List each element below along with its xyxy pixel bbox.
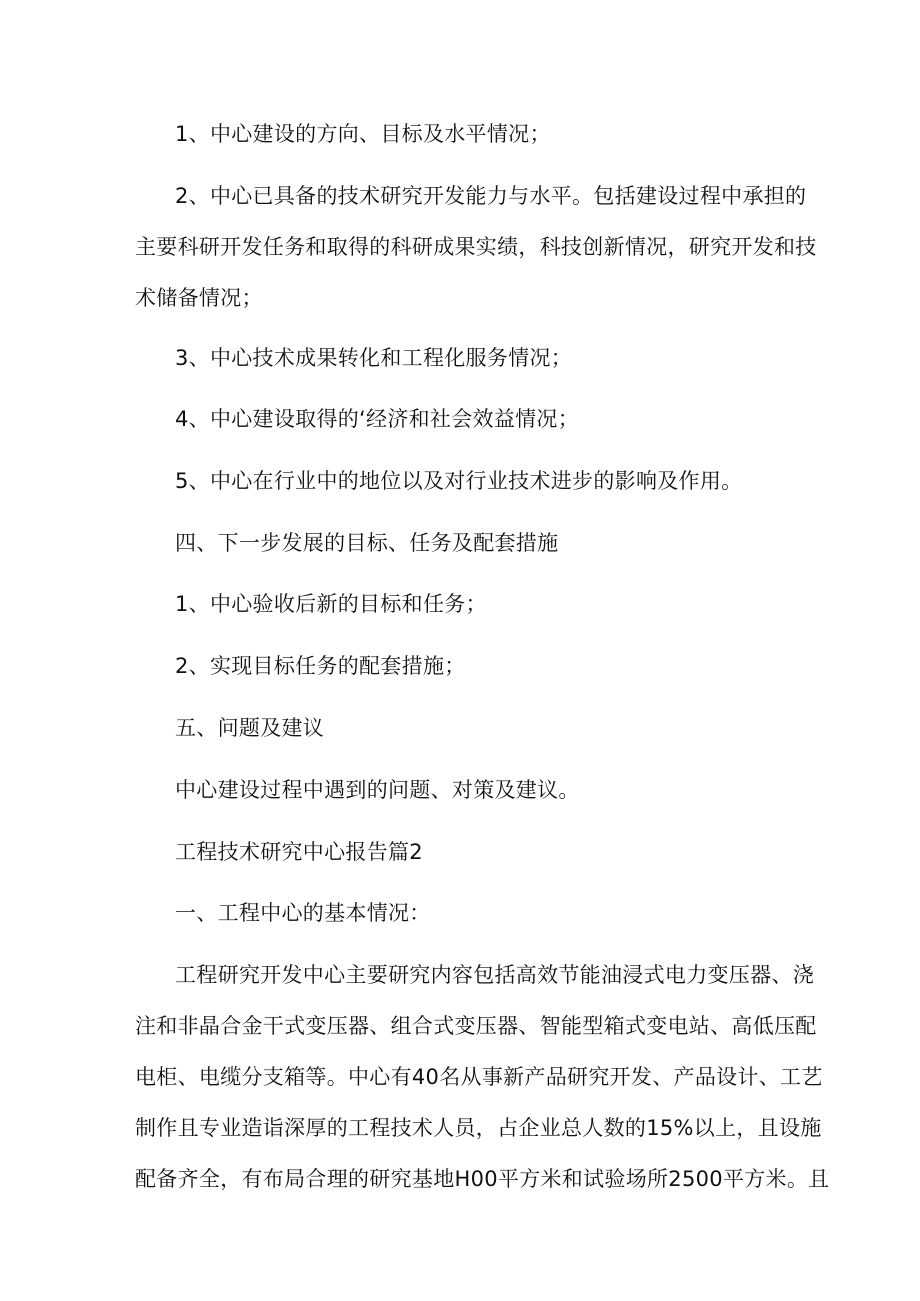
text-line: 工程研究开发中心主要研究内容包括高效节能油浸式电力变压器、浇 (175, 963, 814, 987)
text-line: 制作且专业造诣深厚的工程技术人员，占企业总人数的15%以上，且设施 (135, 1116, 822, 1140)
text-line: 主要科研开发任务和取得的科研成果实绩，科技创新情况，研究开发和技 (135, 235, 817, 259)
text-line: 4、中心建设取得的‘经济和社会效益情况； (175, 407, 580, 431)
text-line: 一、工程中心的基本情况： (175, 901, 431, 925)
paragraph-item-4 (135, 394, 785, 445)
section-heading-4 (135, 518, 785, 569)
paragraph-item-2 (135, 171, 817, 324)
text-line: 1、中心建设的方向、目标及水平情况； (175, 122, 551, 146)
text-line: 2、实现目标任务的配套措施； (175, 654, 466, 678)
paragraph-problems (135, 765, 785, 816)
paragraph-item-3 (135, 333, 785, 384)
text-line: 配备齐全，有布局合理的研究基地H00平方米和试验场所2500平方米。且 (135, 1167, 830, 1191)
paragraph-item-4-1 (135, 579, 785, 630)
section-heading-5 (135, 703, 785, 754)
paragraph-item-4-2 (135, 641, 785, 692)
text-line: 电柜、电缆分支箱等。中心有40名从事新产品研究开发、产品设计、工艺 (135, 1065, 823, 1089)
paragraph-item-1 (135, 109, 785, 160)
text-line: 术储备情况； (135, 286, 263, 310)
text-line: 2、中心已具备的技术研究开发能力与水平。包括建设过程中承担的 (175, 184, 807, 208)
report-title (135, 827, 785, 878)
text-line: 5、中心在行业中的地位以及对行业技术进步的影响及作用。 (175, 469, 743, 493)
paragraph-item-5 (135, 456, 785, 507)
text-line: 3、中心技术成果转化和工程化服务情况； (175, 346, 573, 370)
text-line: 五、问题及建议 (175, 716, 325, 740)
text-line: 四、下一步发展的目标、任务及配套措施 (175, 531, 559, 555)
text-line: 注和非晶合金干式变压器、组合式变压器、智能型箱式变电站、高低压配 (135, 1014, 817, 1038)
section-heading-1 (135, 888, 785, 939)
paragraph-basic-info (135, 950, 830, 1205)
text-line: 工程技术研究中心报告篇2 (175, 840, 423, 864)
text-line: 中心建设过程中遇到的问题、对策及建议。 (175, 778, 580, 802)
text-line: 1、中心验收后新的目标和任务； (175, 592, 487, 616)
